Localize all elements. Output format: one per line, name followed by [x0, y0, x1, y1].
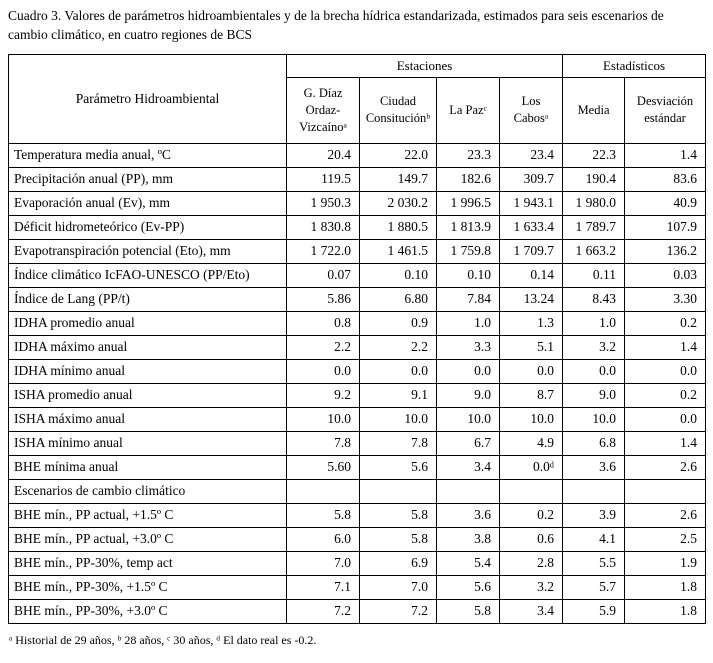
group-header-estaciones: Estaciones [287, 54, 563, 77]
value-cell: 0.10 [360, 263, 437, 287]
value-cell: 0.0ᵈ [500, 455, 563, 479]
value-cell: 1 461.5 [360, 239, 437, 263]
value-cell: 9.0 [437, 383, 500, 407]
table-row [9, 503, 706, 527]
value-cell: 3.2 [500, 575, 563, 599]
value-cell: 5.86 [287, 287, 360, 311]
row-label: Índice de Lang (PP/t) [9, 287, 287, 311]
table-footnote: ᵃ Historial de 29 años, ᵇ 28 años, ᶜ 30 años, ᵈ El dato real es -0.2. [9, 632, 317, 647]
value-cell: 1.4 [625, 431, 706, 455]
value-cell: 5.8 [360, 503, 437, 527]
value-cell: 0.0 [437, 359, 500, 383]
row-label: BHE mín., PP actual, +1.5º C [9, 503, 287, 527]
value-cell: 6.8 [563, 431, 625, 455]
value-cell: 6.0 [287, 527, 360, 551]
value-cell: 22.0 [360, 143, 437, 167]
value-cell: 8.7 [500, 383, 563, 407]
value-cell: 7.8 [360, 431, 437, 455]
value-cell: 1 830.8 [287, 215, 360, 239]
value-cell: 0.0 [563, 359, 625, 383]
value-cell: 20.4 [287, 143, 360, 167]
value-cell: 1.4 [625, 143, 706, 167]
value-cell: 1 722.0 [287, 239, 360, 263]
value-cell: 0.0 [287, 359, 360, 383]
value-cell: 0.2 [500, 503, 563, 527]
table-row [9, 599, 706, 623]
value-cell: 5.6 [360, 455, 437, 479]
value-cell: 0.6 [500, 527, 563, 551]
value-cell: 5.8 [287, 503, 360, 527]
table-caption: Cuadro 3. Valores de parámetros hidroambientales y de la brecha hídrica estandarizada, estimados para seis escenarios de cambio climático, en cuatro regiones de BCS [8, 8, 664, 42]
value-cell: 136.2 [625, 239, 706, 263]
value-cell: 1 789.7 [563, 215, 625, 239]
table-row [9, 407, 706, 431]
value-cell: 6.7 [437, 431, 500, 455]
table-row [9, 551, 706, 575]
value-cell: 0.0 [360, 359, 437, 383]
value-cell: 1.0 [437, 311, 500, 335]
table-row [9, 263, 706, 287]
value-cell: 3.3 [437, 335, 500, 359]
empty-cell [437, 479, 500, 503]
value-cell: 8.43 [563, 287, 625, 311]
row-label: IDHA promedio anual [9, 311, 287, 335]
value-cell: 182.6 [437, 167, 500, 191]
hydro-parameters-table [8, 54, 706, 624]
value-cell: 3.9 [563, 503, 625, 527]
value-cell: 0.03 [625, 263, 706, 287]
group-header-row [9, 54, 706, 77]
row-label: Evapotranspiración potencial (Eto), mm [9, 239, 287, 263]
table-row [9, 143, 706, 167]
value-cell: 3.4 [437, 455, 500, 479]
group-header-estadisticos: Estadísticos [563, 54, 706, 77]
value-cell: 119.5 [287, 167, 360, 191]
value-cell: 3.6 [563, 455, 625, 479]
value-cell: 9.1 [360, 383, 437, 407]
value-cell: 5.4 [437, 551, 500, 575]
value-cell: 22.3 [563, 143, 625, 167]
value-cell: 2.5 [625, 527, 706, 551]
value-cell: 1.3 [500, 311, 563, 335]
column-header-3: La Pazᶜ [437, 77, 500, 143]
value-cell: 9.2 [287, 383, 360, 407]
value-cell: 3.2 [563, 335, 625, 359]
param-column-header: Parámetro Hidroambiental [9, 54, 287, 143]
value-cell: 3.6 [437, 503, 500, 527]
value-cell: 1.0 [563, 311, 625, 335]
empty-cell [360, 479, 437, 503]
value-cell: 3.8 [437, 527, 500, 551]
value-cell: 2.6 [625, 503, 706, 527]
value-cell: 7.8 [287, 431, 360, 455]
row-label: ISHA promedio anual [9, 383, 287, 407]
value-cell: 2 030.2 [360, 191, 437, 215]
row-label: BHE mín., PP-30%, +1.5º C [9, 575, 287, 599]
value-cell: 2.2 [360, 335, 437, 359]
value-cell: 3.30 [625, 287, 706, 311]
value-cell: 1.8 [625, 575, 706, 599]
table-row [9, 455, 706, 479]
value-cell: 10.0 [563, 407, 625, 431]
value-cell: 1 880.5 [360, 215, 437, 239]
value-cell: 0.8 [287, 311, 360, 335]
value-cell: 40.9 [625, 191, 706, 215]
value-cell: 4.1 [563, 527, 625, 551]
row-label: BHE mín., PP-30%, +3.0º C [9, 599, 287, 623]
row-label: Evaporación anual (Ev), mm [9, 191, 287, 215]
value-cell: 5.1 [500, 335, 563, 359]
value-cell: 1.8 [625, 599, 706, 623]
value-cell: 5.8 [360, 527, 437, 551]
value-cell: 1.9 [625, 551, 706, 575]
row-label: Déficit hidrometeórico (Ev-PP) [9, 215, 287, 239]
row-label: BHE mín., PP-30%, temp act [9, 551, 287, 575]
value-cell: 0.10 [437, 263, 500, 287]
value-cell: 5.8 [437, 599, 500, 623]
value-cell: 0.0 [500, 359, 563, 383]
value-cell: 0.0 [625, 359, 706, 383]
table-row [9, 431, 706, 455]
empty-cell [563, 479, 625, 503]
value-cell: 7.2 [360, 599, 437, 623]
value-cell: 1 759.8 [437, 239, 500, 263]
value-cell: 149.7 [360, 167, 437, 191]
value-cell: 7.0 [360, 575, 437, 599]
value-cell: 7.1 [287, 575, 360, 599]
value-cell: 5.5 [563, 551, 625, 575]
value-cell: 5.6 [437, 575, 500, 599]
value-cell: 7.0 [287, 551, 360, 575]
value-cell: 0.2 [625, 383, 706, 407]
row-label: BHE mínima anual [9, 455, 287, 479]
value-cell: 83.6 [625, 167, 706, 191]
row-label: Temperatura media anual, ºC [9, 143, 287, 167]
value-cell: 0.07 [287, 263, 360, 287]
value-cell: 0.2 [625, 311, 706, 335]
table-row [9, 527, 706, 551]
empty-cell [287, 479, 360, 503]
value-cell: 10.0 [437, 407, 500, 431]
row-label: IDHA mínimo anual [9, 359, 287, 383]
table-row [9, 191, 706, 215]
column-header-2: Ciudad Consituciónᵇ [360, 77, 437, 143]
value-cell: 6.80 [360, 287, 437, 311]
value-cell: 1 709.7 [500, 239, 563, 263]
value-cell: 0.9 [360, 311, 437, 335]
table-row [9, 575, 706, 599]
value-cell: 23.4 [500, 143, 563, 167]
value-cell: 2.6 [625, 455, 706, 479]
column-header-5: Media [563, 77, 625, 143]
value-cell: 3.4 [500, 599, 563, 623]
value-cell: 1 943.1 [500, 191, 563, 215]
table-row [9, 383, 706, 407]
value-cell: 0.14 [500, 263, 563, 287]
table-row [9, 239, 706, 263]
value-cell: 1 663.2 [563, 239, 625, 263]
value-cell: 2.8 [500, 551, 563, 575]
column-header-4: Los Cabosᵃ [500, 77, 563, 143]
value-cell: 10.0 [500, 407, 563, 431]
value-cell: 10.0 [287, 407, 360, 431]
value-cell: 309.7 [500, 167, 563, 191]
table-header [9, 54, 706, 143]
table-body [9, 143, 706, 623]
value-cell: 4.9 [500, 431, 563, 455]
row-label: ISHA máximo anual [9, 407, 287, 431]
value-cell: 1 950.3 [287, 191, 360, 215]
value-cell: 5.9 [563, 599, 625, 623]
table-row [9, 167, 706, 191]
table-row [9, 359, 706, 383]
value-cell: 1 980.0 [563, 191, 625, 215]
value-cell: 1.4 [625, 335, 706, 359]
value-cell: 23.3 [437, 143, 500, 167]
section-label: Escenarios de cambio climático [9, 479, 287, 503]
table-row [9, 311, 706, 335]
value-cell: 7.84 [437, 287, 500, 311]
value-cell: 1 813.9 [437, 215, 500, 239]
row-label: Índice climático IcFAO-UNESCO (PP/Eto) [9, 263, 287, 287]
value-cell: 1 633.4 [500, 215, 563, 239]
value-cell: 190.4 [563, 167, 625, 191]
row-label: Precipitación anual (PP), mm [9, 167, 287, 191]
section-row [9, 479, 706, 503]
value-cell: 5.7 [563, 575, 625, 599]
value-cell: 7.2 [287, 599, 360, 623]
value-cell: 10.0 [360, 407, 437, 431]
value-cell: 13.24 [500, 287, 563, 311]
value-cell: 6.9 [360, 551, 437, 575]
row-label: ISHA mínimo anual [9, 431, 287, 455]
row-label: BHE mín., PP actual, +3.0º C [9, 527, 287, 551]
table-row [9, 287, 706, 311]
value-cell: 1 996.5 [437, 191, 500, 215]
value-cell: 0.0 [625, 407, 706, 431]
table-row [9, 215, 706, 239]
empty-cell [500, 479, 563, 503]
table-row [9, 335, 706, 359]
value-cell: 2.2 [287, 335, 360, 359]
value-cell: 107.9 [625, 215, 706, 239]
column-header-6: Desviación estándar [625, 77, 706, 143]
value-cell: 0.11 [563, 263, 625, 287]
row-label: IDHA máximo anual [9, 335, 287, 359]
value-cell: 9.0 [563, 383, 625, 407]
empty-cell [625, 479, 706, 503]
value-cell: 5.60 [287, 455, 360, 479]
column-header-1: G. Díaz Ordaz-Vizcaínoᵃ [287, 77, 360, 143]
